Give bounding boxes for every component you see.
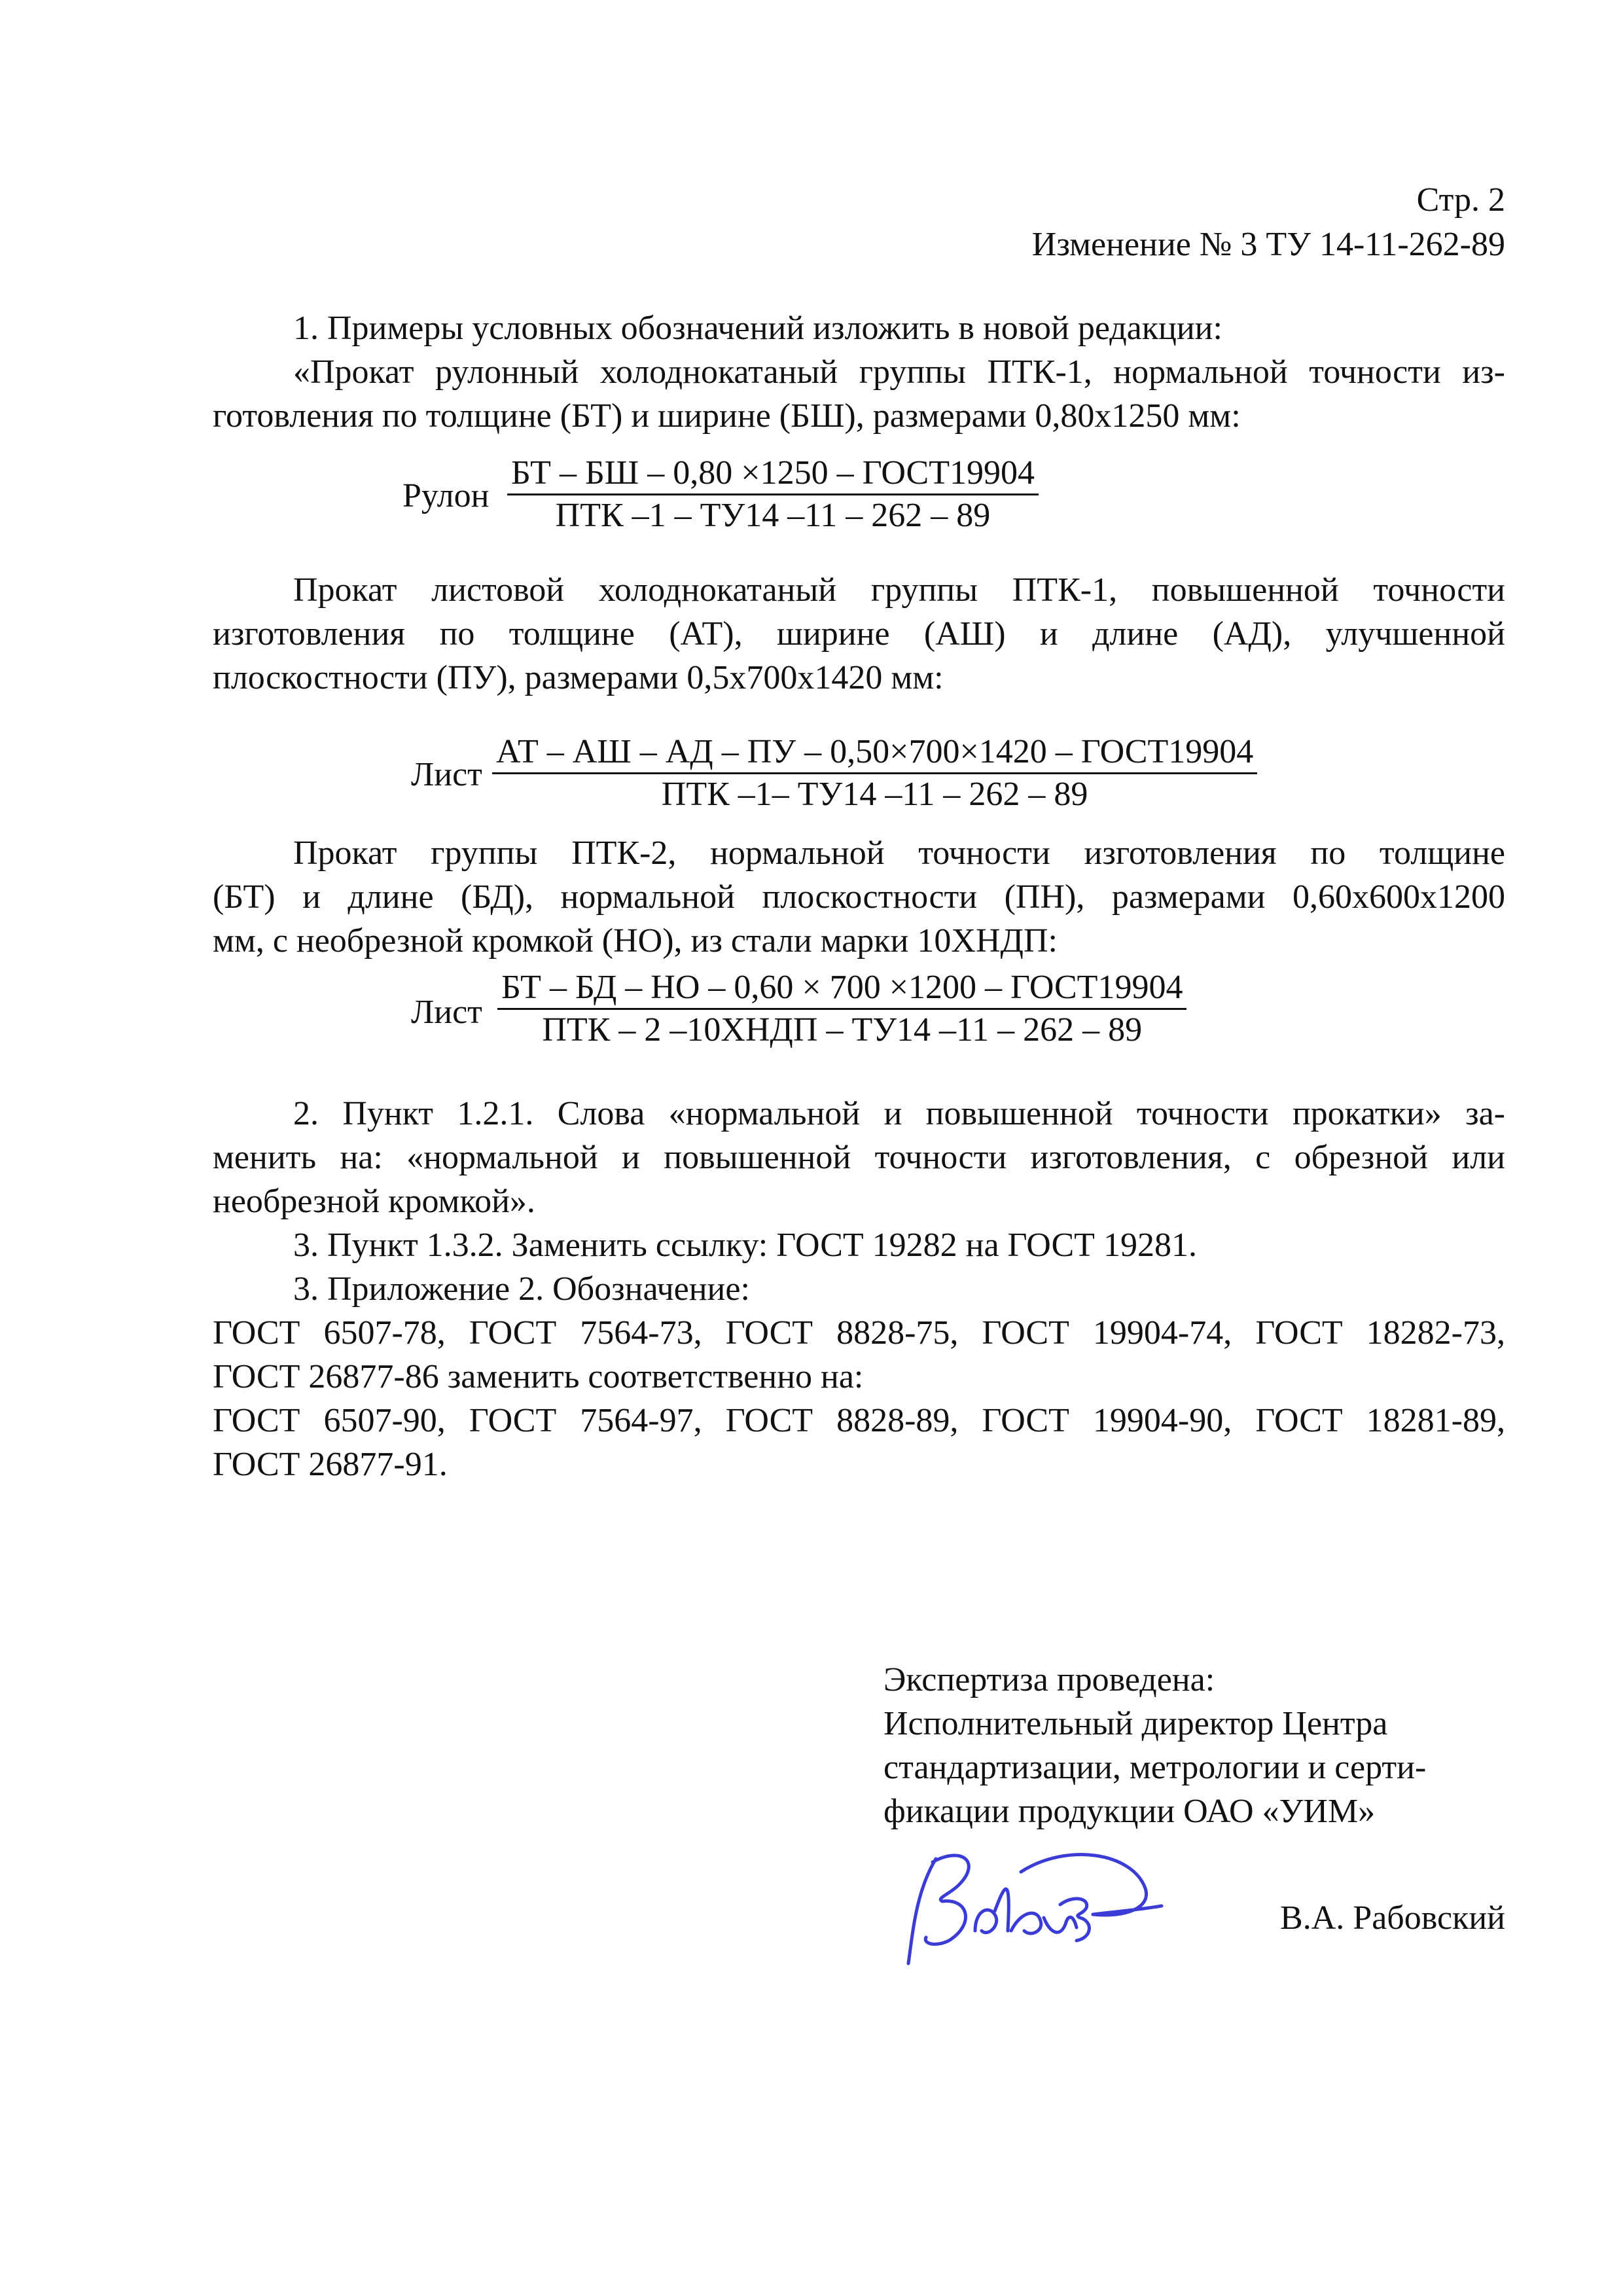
change-reference: Изменение № 3 ТУ 14-11-262-89 (1031, 226, 1505, 263)
formula-2-label: Лист (411, 756, 482, 793)
example-3-line-2: (БТ) и длине (БД), нормальной плоскостности (ПН), размерами 0,60х600х1200 (213, 878, 1505, 916)
section-4-line-2: ГОСТ 26877-86 заменить соответственно на: (213, 1358, 864, 1395)
section-2-line-2: менить на: «нормальной и повышенной точности изготовления, с обрезной или (213, 1139, 1505, 1176)
example-2-line-3: плоскостности (ПУ), размерами 0,5х700х1420 мм: (213, 659, 944, 696)
formula-1-label: Рулон (402, 477, 490, 514)
formula-2-denominator: ПТК –1– ТУ14 –11 – 262 – 89 (661, 776, 1088, 813)
section-4-line-3: ГОСТ 6507-90, ГОСТ 7564-97, ГОСТ 8828-89, ГОСТ 19904-90, ГОСТ 18281-89, (213, 1402, 1505, 1439)
signatory-name: В.А. Рабовский (1280, 1899, 1505, 1937)
example-1-line-1: «Прокат рулонный холоднокатаный группы ПТК-1, нормальной точности из- (293, 353, 1505, 391)
example-3-line-3: мм, с необрезной кромкой (НО), из стали марки 10ХНДП: (213, 922, 1058, 960)
formula-2-numerator: АТ – АШ – АД – ПУ – 0,50×700×1420 – ГОСТ19904 (496, 733, 1254, 770)
section-1-title: 1. Примеры условных обозначений изложить в новой редакции: (293, 310, 1222, 347)
signoff-line-1: Экспертиза проведена: (883, 1661, 1215, 1698)
formula-3 (497, 967, 1186, 1050)
signoff-line-4: фикации продукции ОАО «УИМ» (883, 1793, 1376, 1830)
example-2-line-2: изготовления по толщине (АТ), ширине (АШ) и длине (АД), улучшенной (213, 615, 1505, 653)
formula-1-denominator: ПТК –1 – ТУ14 –11 – 262 – 89 (555, 497, 991, 534)
formula-3-denominator: ПТК – 2 –10ХНДП – ТУ14 –11 – 262 – 89 (542, 1011, 1143, 1049)
section-4-line-1: ГОСТ 6507-78, ГОСТ 7564-73, ГОСТ 8828-75, ГОСТ 19904-74, ГОСТ 18282-73, (213, 1314, 1505, 1352)
page-number: Стр. 2 (1416, 181, 1505, 219)
section-3-text: 3. Пункт 1.3.2. Заменить ссылку: ГОСТ 19282 на ГОСТ 19281. (293, 1227, 1197, 1264)
example-2-line-1: Прокат листовой холоднокатаный группы ПТК-1, повышенной точности (293, 571, 1505, 609)
section-4-title: 3. Приложение 2. Обозначение: (293, 1270, 750, 1308)
section-2-line-1: 2. Пункт 1.2.1. Слова «нормальной и повышенной точности прокатки» за- (293, 1095, 1505, 1132)
handwritten-signature (897, 1833, 1178, 1970)
formula-3-numerator: БТ – БД – НО – 0,60 × 700 ×1200 – ГОСТ19904 (501, 969, 1183, 1006)
formula-1 (507, 453, 1039, 536)
formula-1-numerator: БТ – БШ – 0,80 ×1250 – ГОСТ19904 (511, 454, 1035, 492)
signoff-line-2: Исполнительный директор Центра (883, 1705, 1388, 1742)
formula-2 (492, 732, 1257, 815)
example-1-line-2: готовления по толщине (БТ) и ширине (БШ), размерами 0,80х1250 мм: (213, 397, 1241, 435)
section-2-line-3: необрезной кромкой». (213, 1183, 535, 1220)
section-4-line-4: ГОСТ 26877-91. (213, 1446, 448, 1483)
formula-3-label: Лист (411, 994, 482, 1031)
signoff-line-3: стандартизации, метрологии и серти- (883, 1749, 1427, 1786)
example-3-line-1: Прокат группы ПТК-2, нормальной точности изготовления по толщине (293, 834, 1505, 872)
